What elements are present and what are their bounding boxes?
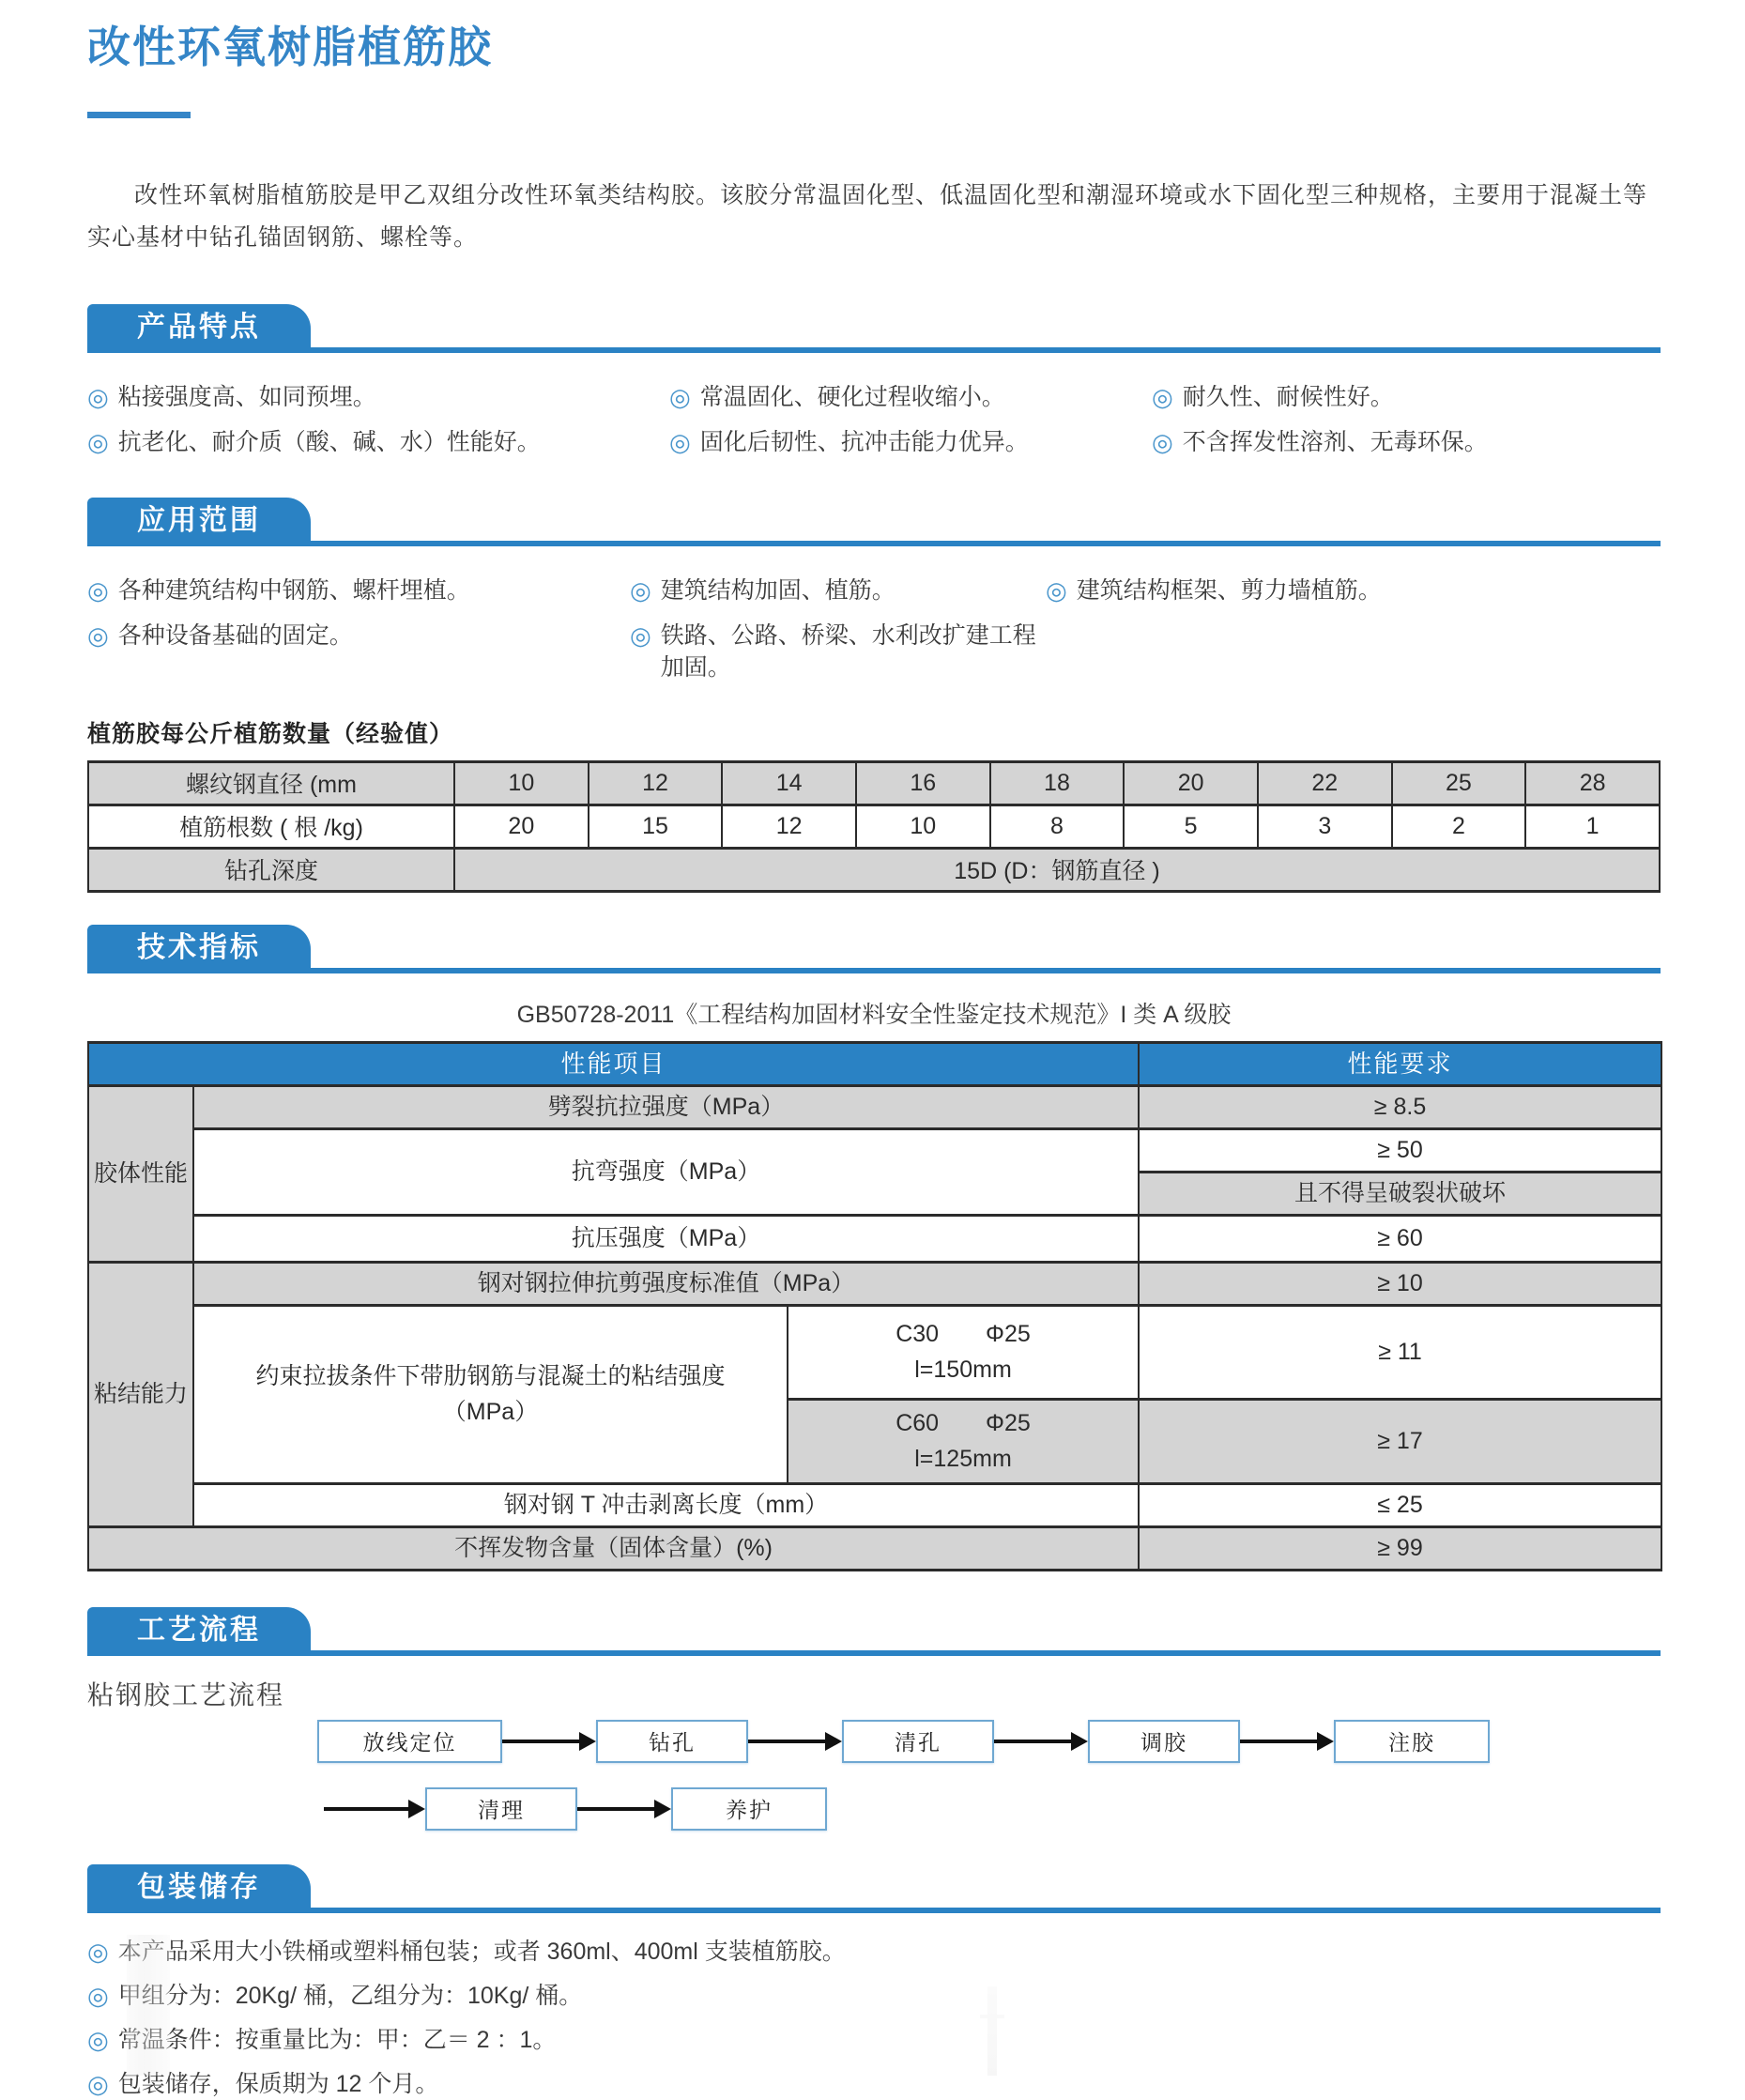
table-cell: 16 xyxy=(856,761,990,805)
arrow-right-icon xyxy=(748,1732,842,1751)
rebar-table-caption: 植筋胶每公斤植筋数量（经验值） xyxy=(87,720,454,747)
packaging-text: 本产品采用大小铁桶或塑料桶包装；或者 360ml、400ml 支装植筋胶。 xyxy=(117,1938,846,1965)
intro-paragraph: 改性环氧树脂植筋胶是甲乙双组分改性环氧类结构胶。该胶分常温固化型、低温固化型和潮湿环境或水下固化型三种规格，主要用于混凝土等实心基材中钻孔锚固钢筋、螺栓等。 xyxy=(87,181,1648,251)
table-cell: 10 xyxy=(856,805,990,848)
standard-note: GB50728-2011《工程结构加固材料安全性鉴定技术规范》I 类 A 级胶 xyxy=(516,1001,1232,1028)
process-flow-row-1 xyxy=(317,1720,1661,1763)
section-tab-applications: 应用范围 xyxy=(87,498,311,546)
double-circle-bullet-icon: ◎ xyxy=(87,575,109,605)
requirement-cell: ≥ 50 xyxy=(1139,1128,1661,1172)
section-header-process xyxy=(87,1607,1661,1656)
flow-step-mix-glue: 调胶 xyxy=(1088,1720,1240,1763)
list-item xyxy=(87,381,669,413)
list-item xyxy=(87,1936,1661,1968)
section-header-features xyxy=(87,304,1661,353)
packaging-text: 包装储存，保质期为 12 个月。 xyxy=(117,2070,439,2097)
feature-text: 粘接强度高、如同预埋。 xyxy=(117,383,376,410)
list-item xyxy=(1046,575,1661,606)
list-item xyxy=(87,575,630,606)
table-cell: 3 xyxy=(1258,805,1392,848)
section-tab-process: 工艺流程 xyxy=(87,1607,311,1656)
double-circle-bullet-icon: ◎ xyxy=(630,575,651,605)
application-text: 建筑结构框架、剪力墙植筋。 xyxy=(1076,576,1382,604)
property-cell: 不挥发物含量（固体含量）(%) xyxy=(88,1526,1139,1570)
table-cell: 15 xyxy=(589,805,723,848)
table-cell: 10 xyxy=(454,761,589,805)
features-list xyxy=(87,381,1661,458)
row-label: 钻孔深度 xyxy=(88,848,454,891)
table-row xyxy=(88,1262,1661,1305)
list-item xyxy=(87,1980,1661,2012)
list-item xyxy=(87,2068,1661,2100)
property-line: 约束拉拔条件下带肋钢筋与混凝土的粘结强度 xyxy=(255,1363,726,1390)
flow-step-layout: 放线定位 xyxy=(317,1720,502,1763)
property-cell: 钢对钢拉伸抗剪强度标准值（MPa） xyxy=(193,1262,1139,1305)
property-cell: 抗压强度（MPa） xyxy=(193,1215,1139,1262)
double-circle-bullet-icon: ◎ xyxy=(87,2069,109,2098)
table-row xyxy=(88,1305,1661,1399)
row-label: 植筋根数 ( 根 /kg) xyxy=(88,805,454,848)
table-row xyxy=(88,1215,1661,1262)
condition-cell xyxy=(788,1305,1139,1399)
section-header-packaging xyxy=(87,1864,1661,1913)
tech-spec-table xyxy=(87,1041,1662,1571)
column-header: 性能项目 xyxy=(88,1042,1139,1085)
double-circle-bullet-icon: ◎ xyxy=(87,621,109,650)
condition-line: C30 Φ25 xyxy=(895,1321,1031,1348)
double-circle-bullet-icon: ◎ xyxy=(87,1981,109,2010)
arrow-right-icon xyxy=(994,1732,1088,1751)
process-subtitle: 粘钢胶工艺流程 xyxy=(87,1679,285,1709)
section-tab-packaging: 包装储存 xyxy=(87,1864,311,1913)
list-item xyxy=(630,620,1046,683)
application-text: 铁路、公路、桥梁、水利改扩建工程加固。 xyxy=(660,621,1036,681)
requirement-cell: ≥ 60 xyxy=(1139,1215,1661,1262)
table-row xyxy=(88,1085,1661,1128)
requirement-cell: ≥ 10 xyxy=(1139,1262,1661,1305)
table-cell: 18 xyxy=(990,761,1125,805)
table-header-row xyxy=(88,1042,1661,1085)
list-item xyxy=(669,426,1152,458)
requirement-cell: ≤ 25 xyxy=(1139,1483,1661,1526)
row-label: 螺纹钢直径 (mm xyxy=(88,761,454,805)
application-text: 建筑结构加固、植筋。 xyxy=(660,576,895,604)
table-cell: 15D (D：钢筋直径 ) xyxy=(454,848,1660,891)
arrow-right-icon xyxy=(1240,1732,1334,1751)
double-circle-bullet-icon: ◎ xyxy=(630,621,651,650)
applications-list xyxy=(87,575,1661,683)
requirement-cell: 且不得呈破裂状破坏 xyxy=(1139,1172,1661,1215)
condition-line: l=150mm xyxy=(914,1357,1012,1384)
feature-text: 抗老化、耐介质（酸、碱、水）性能好。 xyxy=(117,428,541,455)
requirement-cell: ≥ 8.5 xyxy=(1139,1085,1661,1128)
list-item xyxy=(1152,426,1661,458)
feature-text: 固化后韧性、抗冲击能力优异。 xyxy=(699,428,1029,455)
list-item xyxy=(669,381,1152,413)
property-line: （MPa） xyxy=(442,1399,539,1426)
double-circle-bullet-icon: ◎ xyxy=(87,382,109,411)
condition-line: l=125mm xyxy=(914,1446,1012,1473)
feature-text: 常温固化、硬化过程收缩小。 xyxy=(699,383,1005,410)
section-header-tech xyxy=(87,925,1661,973)
table-row xyxy=(88,1526,1661,1570)
table-cell: 2 xyxy=(1392,805,1526,848)
group-label: 粘结能力 xyxy=(88,1262,193,1526)
feature-text: 不含挥发性溶剂、无毒环保。 xyxy=(1182,428,1488,455)
application-text: 各种建筑结构中钢筋、螺杆埋植。 xyxy=(117,576,470,604)
list-item xyxy=(87,426,669,458)
group-label: 胶体性能 xyxy=(88,1085,193,1262)
table-row xyxy=(88,805,1660,848)
packaging-list xyxy=(87,1936,1661,2100)
list-item xyxy=(87,2024,1661,2056)
table-cell: 20 xyxy=(1124,761,1258,805)
table-cell: 20 xyxy=(454,805,589,848)
table-row xyxy=(88,761,1660,805)
requirement-cell: ≥ 99 xyxy=(1139,1526,1661,1570)
packaging-text: 常温条件：按重量比为：甲：乙＝ 2 ：1。 xyxy=(117,2026,557,2053)
property-cell: 钢对钢 T 冲击剥离长度（mm） xyxy=(193,1483,1139,1526)
table-cell: 12 xyxy=(722,805,856,848)
double-circle-bullet-icon: ◎ xyxy=(87,1937,109,1966)
table-cell: 28 xyxy=(1525,761,1660,805)
title-underline xyxy=(87,112,191,118)
condition-cell xyxy=(788,1399,1139,1483)
section-underline xyxy=(87,347,1661,353)
table-cell: 1 xyxy=(1525,805,1660,848)
condition-line: C60 Φ25 xyxy=(895,1410,1031,1437)
table-cell: 5 xyxy=(1124,805,1258,848)
double-circle-bullet-icon: ◎ xyxy=(1152,382,1173,411)
section-underline xyxy=(87,968,1661,973)
property-cell: 抗弯强度（MPa） xyxy=(193,1128,1139,1215)
application-text: 各种设备基础的固定。 xyxy=(117,621,353,649)
table-cell: 8 xyxy=(990,805,1125,848)
property-cell: 劈裂抗拉强度（MPa） xyxy=(193,1085,1139,1128)
feature-text: 耐久性、耐候性好。 xyxy=(1182,383,1394,410)
section-underline xyxy=(87,541,1661,546)
flow-step-clean-hole: 清孔 xyxy=(842,1720,994,1763)
arrow-right-icon xyxy=(577,1800,671,1818)
list-item xyxy=(630,575,1046,606)
arrow-right-icon xyxy=(502,1732,596,1751)
arrow-right-icon xyxy=(324,1800,425,1818)
double-circle-bullet-icon: ◎ xyxy=(669,382,691,411)
flow-step-drill: 钻孔 xyxy=(596,1720,748,1763)
flow-step-inject-glue: 注胶 xyxy=(1334,1720,1490,1763)
requirement-cell: ≥ 11 xyxy=(1139,1305,1661,1399)
section-underline xyxy=(87,1908,1661,1913)
flow-step-cleanup: 清理 xyxy=(425,1787,577,1831)
packaging-text: 甲组分为：20Kg/ 桶，乙组分为：10Kg/ 桶。 xyxy=(117,1982,583,2009)
section-header-applications xyxy=(87,498,1661,546)
table-row xyxy=(88,1483,1661,1526)
table-row xyxy=(88,1128,1661,1172)
list-item xyxy=(1152,381,1661,413)
column-header: 性能要求 xyxy=(1139,1042,1661,1085)
double-circle-bullet-icon: ◎ xyxy=(669,427,691,456)
property-cell xyxy=(193,1305,788,1483)
table-cell: 22 xyxy=(1258,761,1392,805)
page-title: 改性环氧树脂植筋胶 xyxy=(87,23,493,71)
section-tab-features: 产品特点 xyxy=(87,304,311,353)
table-cell: 25 xyxy=(1392,761,1526,805)
table-cell: 14 xyxy=(722,761,856,805)
rebar-count-table xyxy=(87,760,1661,893)
flow-step-cure: 养护 xyxy=(671,1787,827,1831)
double-circle-bullet-icon: ◎ xyxy=(1046,575,1067,605)
table-row xyxy=(88,848,1660,891)
process-flow-row-2 xyxy=(324,1787,1661,1831)
double-circle-bullet-icon: ◎ xyxy=(1152,427,1173,456)
table-cell: 12 xyxy=(589,761,723,805)
double-circle-bullet-icon: ◎ xyxy=(87,427,109,456)
section-tab-tech: 技术指标 xyxy=(87,925,311,973)
double-circle-bullet-icon: ◎ xyxy=(87,2025,109,2054)
section-underline xyxy=(87,1650,1661,1656)
requirement-cell: ≥ 17 xyxy=(1139,1399,1661,1483)
list-item xyxy=(87,620,630,683)
